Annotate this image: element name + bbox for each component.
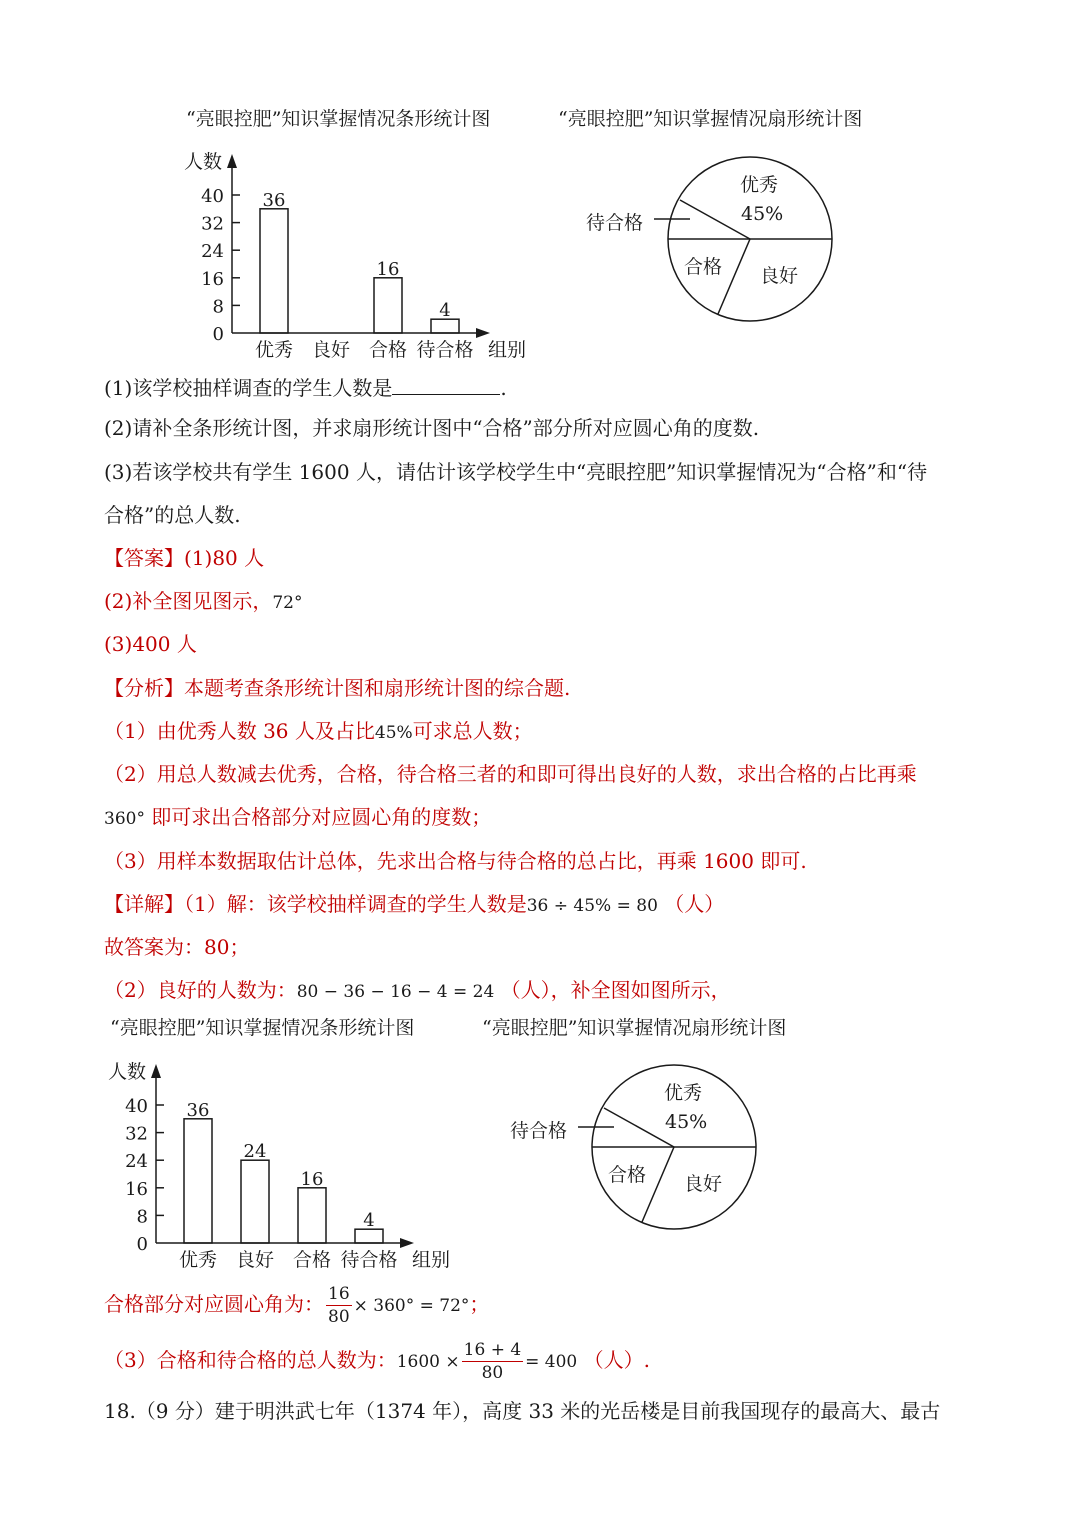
detail-3-denominator: 80 — [481, 1363, 504, 1383]
y-tick-label: 16 — [125, 1178, 148, 1200]
pie-label-pass: 合格 — [684, 256, 723, 278]
angle-fraction — [326, 1283, 352, 1328]
pie-label-pass: 合格 — [608, 1164, 647, 1186]
detail-3-fraction — [462, 1339, 524, 1384]
question-1 — [104, 372, 507, 402]
analysis-point-2-deg: 360° — [104, 809, 145, 829]
detail-3-suffix: （人）. — [583, 1348, 650, 1372]
analysis-point-1-b: 可求总人数； — [412, 719, 533, 743]
analysis-point-3: （3）用样本数据取估计总体，先求出合格与待合格的总占比，再乘 1600 即可. — [104, 849, 807, 873]
x-tick-label: 待合格 — [416, 339, 474, 361]
bar-chart-2 — [74, 1050, 474, 1280]
y-tick-label: 32 — [201, 213, 224, 235]
y-tick-label: 24 — [201, 241, 224, 263]
question-2: (2)请补全条形统计图，并求扇形统计图中“合格”部分所对应圆心角的度数. — [104, 416, 760, 440]
x-tick-label: 良好 — [311, 339, 351, 361]
x-axis-arrow — [400, 1238, 414, 1248]
y-tick-label: 0 — [136, 1234, 148, 1255]
x-tick-label: 待合格 — [340, 1249, 398, 1271]
pie-divider-pass-good — [642, 1147, 674, 1222]
detail-2-math: 80 − 36 − 16 − 4 = 24 — [296, 982, 495, 1002]
detail-tag: 【详解】 — [104, 892, 184, 916]
bar — [260, 209, 288, 333]
answer-tag: 【答案】 — [104, 546, 184, 570]
detail-line-2 — [104, 976, 731, 1006]
analysis-line — [104, 674, 570, 702]
pie-chart-2 — [504, 1058, 764, 1238]
detail-3-a: 1600 × — [396, 1352, 460, 1372]
analysis-point-2-line-1: （2）用总人数减去优秀，合格，待合格三者的和即可得出良好的人数，求出合格的占比再乘 — [104, 762, 917, 786]
pie-label-good: 良好 — [760, 265, 799, 287]
detail-3-numerator: 16 + 4 — [463, 1340, 522, 1360]
y-tick-label: 0 — [212, 324, 224, 345]
analysis-point-2-line-2 — [104, 803, 491, 833]
detail-1-b: （人） — [664, 892, 725, 916]
analysis-point-1-a: （1）由优秀人数 36 人及占比 — [104, 719, 375, 743]
angle-line — [104, 1280, 489, 1330]
bar — [431, 319, 459, 333]
answer-blank — [392, 372, 500, 395]
analysis-point-1 — [104, 717, 533, 747]
detail-line-3 — [104, 1336, 650, 1386]
x-tick-label: 合格 — [292, 1249, 332, 1271]
detail-1-math: 36 ÷ 45% = 80 — [526, 896, 658, 916]
detail-3-prefix: （3）合格和待合格的总人数为： — [104, 1348, 397, 1372]
pie-label-excellent: 优秀 — [740, 174, 779, 196]
bar — [355, 1229, 383, 1243]
x-tick-label: 良好 — [235, 1249, 275, 1271]
answer-2: (2)补全图见图示， — [104, 589, 273, 613]
x-axis-label: 组别 — [488, 339, 527, 361]
pie-label-good: 良好 — [684, 1173, 723, 1195]
question-3-line-2: 合格”的总人数. — [104, 503, 241, 527]
bar-chart-title-2: “亮眼控肥”知识掌握情况条形统计图 — [110, 1017, 415, 1039]
question-3-line-1: (3)若该学校共有学生 1600 人，请估计该学校学生中“亮眼控肥”知识掌握情况为“合格”和“待 — [104, 460, 928, 484]
y-axis-arrow — [227, 154, 237, 168]
angle-numerator: 16 — [328, 1284, 350, 1304]
y-axis-label: 人数 — [108, 1061, 147, 1083]
answer-line-1 — [104, 544, 264, 572]
bar-value-label: 4 — [439, 300, 451, 322]
angle-denominator: 80 — [328, 1307, 350, 1327]
pie-chart-title-1: “亮眼控肥”知识掌握情况扇形统计图 — [558, 108, 863, 130]
detail-2-b: （人），补全图如图所示， — [500, 978, 731, 1002]
y-tick-label: 8 — [136, 1206, 148, 1228]
pie-divider-excellent-fail — [604, 1108, 674, 1147]
y-tick-label: 24 — [125, 1151, 148, 1173]
pie-divider-pass-good — [718, 239, 750, 314]
x-tick-label: 合格 — [368, 339, 408, 361]
x-tick-label: 优秀 — [178, 1249, 218, 1271]
detail-1-answer: 故答案为：80； — [104, 935, 250, 959]
bar-value-label: 4 — [363, 1210, 375, 1232]
pie-chart-1 — [580, 150, 840, 330]
pie-label-excellent: 优秀 — [664, 1082, 703, 1104]
answer-2-value: 72° — [272, 593, 303, 613]
detail-1-a: （1）解：该学校抽样调查的学生人数是 — [184, 892, 527, 916]
bar — [241, 1160, 269, 1243]
next-question: 18.（9 分）建于明洪武七年（1374 年），高度 33 米的光岳楼是目前我国现存的最高大、最古 — [104, 1399, 941, 1423]
y-tick-label: 40 — [125, 1096, 148, 1117]
bar-chart-title-1: “亮眼控肥”知识掌握情况条形统计图 — [186, 108, 491, 130]
x-axis-arrow — [476, 328, 490, 338]
y-tick-label: 8 — [212, 296, 224, 318]
bar — [298, 1188, 326, 1243]
detail-line-1 — [104, 890, 724, 920]
answer-line-2 — [104, 587, 302, 617]
analysis-tag: 【分析】 — [104, 676, 184, 700]
y-tick-label: 16 — [201, 268, 224, 290]
pie-label-excellent-pct: 45% — [665, 1111, 708, 1133]
pie-divider-excellent-fail — [680, 200, 750, 239]
answer-1: (1)80 人 — [184, 546, 265, 570]
question-1-suffix: . — [500, 376, 507, 400]
y-axis-arrow — [151, 1064, 161, 1078]
pie-chart-title-2: “亮眼控肥”知识掌握情况扇形统计图 — [482, 1017, 787, 1039]
angle-suffix: ； — [469, 1292, 490, 1316]
bar — [374, 278, 402, 333]
y-tick-label: 32 — [125, 1123, 148, 1145]
y-axis-label: 人数 — [184, 151, 223, 173]
x-axis-label: 组别 — [412, 1249, 451, 1271]
y-tick-label: 40 — [201, 186, 224, 207]
detail-3-rest: = 400 — [525, 1352, 578, 1372]
pie-label-excellent-pct: 45% — [741, 203, 784, 225]
bar-value-label: 16 — [376, 258, 400, 280]
answer-3: (3)400 人 — [104, 632, 197, 656]
bar-value-label: 36 — [186, 1099, 210, 1121]
x-tick-label: 优秀 — [254, 339, 294, 361]
bar-value-label: 36 — [262, 189, 286, 211]
bar-value-label: 24 — [243, 1141, 267, 1163]
analysis-intro: 本题考查条形统计图和扇形统计图的综合题. — [184, 676, 571, 700]
bar-chart-1 — [150, 140, 550, 370]
analysis-point-2-text: 即可求出合格部分对应圆心角的度数； — [151, 805, 492, 829]
pie-label-fail: 待合格 — [510, 1120, 568, 1142]
pie-label-fail: 待合格 — [586, 212, 644, 234]
detail-2-a: （2）良好的人数为： — [104, 978, 297, 1002]
angle-prefix: 合格部分对应圆心角为： — [104, 1292, 324, 1316]
angle-rest: × 360° = 72° — [353, 1296, 470, 1316]
bar — [184, 1119, 212, 1243]
bar-value-label: 16 — [300, 1168, 324, 1190]
question-1-text: (1)该学校抽样调查的学生人数是 — [104, 376, 393, 400]
analysis-point-1-pct: 45% — [374, 723, 413, 743]
